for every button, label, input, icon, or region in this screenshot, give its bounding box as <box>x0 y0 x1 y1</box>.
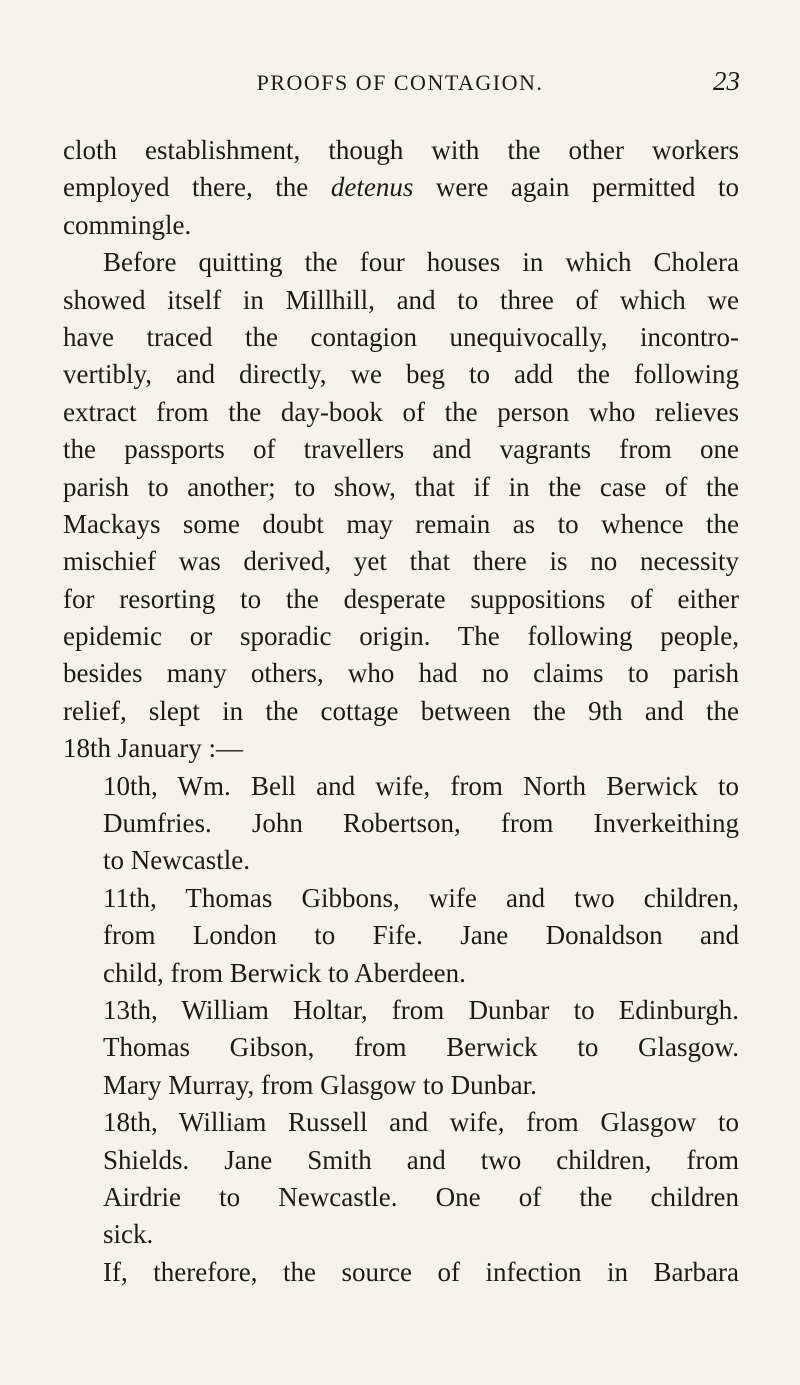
running-head <box>60 66 740 110</box>
paragraph <box>63 132 739 244</box>
text-line: relief, slept in the cottage between the 9th and the <box>63 695 739 726</box>
text-line: cloth establishment, though with the other workers <box>63 135 739 165</box>
text-line: mischief was derived, yet that there is no necessity <box>63 546 739 577</box>
page-number: 23 <box>713 66 740 96</box>
text-line: Airdrie to Newcastle. One of the children <box>103 1181 739 1212</box>
text-line: Thomas Gibson, from Berwick to Glasgow. <box>103 1032 739 1063</box>
text-line: have traced the contagion unequivocally, incontro- <box>63 321 739 352</box>
text-line: besides many others, who had no claims to parish <box>63 658 739 689</box>
paragraph <box>63 244 739 767</box>
text-line: parish to another; to show, that if in the case of the <box>63 471 739 502</box>
text-line: showed itself in Millhill, and to three of which we <box>63 284 739 315</box>
text-line: from London to Fife. Jane Donaldson and <box>103 920 739 951</box>
text-line: If, therefore, the source of infection in Barbara <box>103 1256 739 1287</box>
text-line: for resorting to the desperate suppositions of either <box>63 583 739 614</box>
text-line: 18th January :— <box>63 733 243 764</box>
body-text <box>63 132 739 1291</box>
text-line: 11th, Thomas Gibbons, wife and two children, <box>103 882 739 913</box>
text-line: 18th, William Russell and wife, from Glasgow to <box>103 1107 739 1138</box>
text-line: vertibly, and directly, we beg to add the following <box>63 359 739 390</box>
daybook-entry <box>63 992 739 1104</box>
text-line: commingle. <box>63 209 192 240</box>
text-line: 13th, William Holtar, from Dunbar to Edinburgh. <box>103 994 739 1025</box>
text-line: sick. <box>103 1219 154 1250</box>
italic-term: detenus <box>330 172 414 203</box>
text-line: child, from Berwick to Aberdeen. <box>103 957 466 988</box>
text-line <box>63 169 739 206</box>
text-line: extract from the day-book of the person who relieves <box>63 396 739 427</box>
daybook-entry <box>63 768 739 880</box>
text-line: the passports of travellers and vagrants from one <box>63 434 739 465</box>
text-span: were again permitted to <box>435 172 739 203</box>
text-line: Shields. Jane Smith and two children, from <box>103 1144 739 1175</box>
text-line: Mary Murray, from Glasgow to Dunbar. <box>103 1069 537 1100</box>
daybook-entry <box>63 1104 739 1254</box>
running-title: PROOFS OF CONTAGION. <box>256 70 544 95</box>
paragraph <box>63 1254 739 1291</box>
daybook-entry <box>63 880 739 992</box>
text-line: Mackays some doubt may remain as to whence the <box>63 508 739 539</box>
text-line: 10th, Wm. Bell and wife, from North Berwick to <box>103 770 739 801</box>
text-span: employed there, the <box>63 172 309 203</box>
text-line: Dumfries. John Robertson, from Inverkeithing <box>103 808 739 839</box>
text-line: epidemic or sporadic origin. The following people, <box>63 621 739 652</box>
text-line: to Newcastle. <box>103 845 250 876</box>
text-line: Before quitting the four houses in which Cholera <box>103 247 739 278</box>
